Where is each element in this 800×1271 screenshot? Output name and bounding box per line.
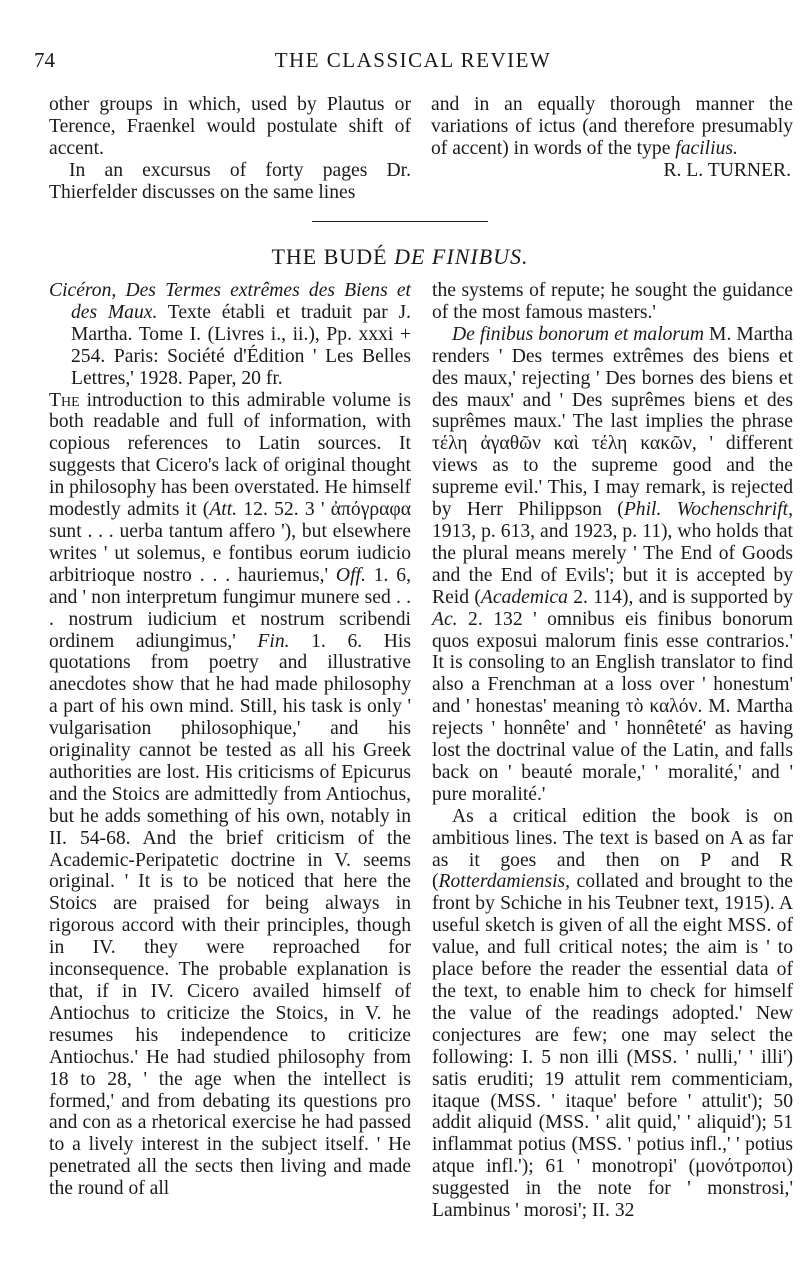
signature-initials: R. L. T bbox=[663, 159, 720, 181]
italic-term: facilius. bbox=[675, 137, 738, 159]
italic-ref: Rotterdamiensis, bbox=[438, 871, 571, 893]
text-run: 1913, p. 613, and 1923, p. 11), who holds that the plural means merely ' The End of Goods and the End of Evils'; but it is accepted by Reid ( bbox=[432, 520, 793, 608]
previous-review-paragraph bbox=[431, 94, 793, 160]
previous-review-paragraph: In an excursus of forty pages Dr. Thierfelder discusses on the same lines bbox=[49, 159, 411, 203]
text-run: 1. 6, and ' non interpretum fungimur munere sed . . . nostrum iudicium et nostrum scribendi ordinem adiungimus,' bbox=[49, 564, 411, 652]
book-citation bbox=[49, 280, 411, 390]
body-paragraph bbox=[49, 390, 411, 1201]
text-run: introduction to this admirable volume is both readable and full of information, with copious references to Latin sources. It suggests that Cicero's lack of original thought in philosophy has been overstated. He himself modestly admits it ( bbox=[49, 389, 411, 521]
running-header bbox=[34, 48, 792, 88]
italic-ref: Phil. Wochenschrift, bbox=[623, 499, 793, 521]
italic-ref: Att. bbox=[209, 499, 238, 521]
italic-ref: De finibus bonorum et malorum bbox=[452, 323, 705, 345]
italic-ref: Fin. bbox=[257, 630, 290, 652]
body-paragraph bbox=[432, 806, 793, 1222]
title-text: THE BUDÉ bbox=[271, 244, 395, 269]
page-number: 74 bbox=[34, 48, 55, 72]
previous-review-left-column bbox=[49, 94, 411, 204]
text-run: 2. 114), and is supported by bbox=[567, 586, 793, 608]
title-italic: DE FINIBUS. bbox=[394, 244, 529, 269]
body-paragraph bbox=[432, 324, 793, 806]
book-title: Cicéron, Des Termes extrêmes des Biens et des Maux. bbox=[49, 280, 411, 323]
previous-review-right-column bbox=[431, 94, 793, 182]
text-run: M. Martha renders ' Des termes extrêmes des biens et des maux,' rejecting ' Des bornes des biens et des maux' and ' Des suprêmes biens et des suprêmes maux.' The last implies the phrase τέλη ἀγαθῶν καὶ τέλη κακῶν, ' different views as to the supreme good and the supreme evil.' This, I may remark, is rejected by Herr Philippson ( bbox=[432, 323, 793, 521]
signature-surname: URNER. bbox=[719, 159, 791, 181]
text-run: 2. 132 ' omnibus eis finibus bonorum quos exposui malorum finis esse contrarios.' It is consoling to an English translator to find also a Frenchman at a loss over ' honestum' and ' honestas' meaning τὸ καλόν. M. Martha rejects ' honnête' and ' honnêteté' as having lost the doctrinal value of the Latin, and falls back on ' beauté morale,' ' moralité,' and ' pure moralité.' bbox=[432, 608, 793, 805]
book-details: Texte établi et traduit par J. Martha. Tome I. (Livres i., ii.), Pp. xxxi + 254. Paris: Société d'Édition ' Les Belles Lettres,' 1928. Paper, 20 fr. bbox=[71, 301, 412, 389]
reviewer-signature bbox=[431, 160, 793, 182]
previous-review-paragraph: other groups in which, used by Plautus or Terence, Fraenkel would postulate shift of accent. bbox=[49, 94, 411, 159]
italic-ref: Ac. bbox=[432, 608, 458, 630]
text-run: and in an equally thorough manner the variations of ictus (and therefore presumably of accent) in words of the type bbox=[431, 94, 793, 159]
italic-ref: Academica bbox=[480, 586, 568, 608]
body-paragraph: the systems of repute; he sought the guidance of the most famous masters.' bbox=[432, 280, 793, 323]
section-divider bbox=[312, 221, 488, 222]
running-title: THE CLASSICAL REVIEW bbox=[274, 48, 552, 72]
text-run: 1. 6. His quotations from poetry and illustrative anecdotes show that he had made philosophy a part of his own mind. Still, his task is only ' vulgarisation philosophique,' and his originality cannot be tested as all his Greek authorities are lost. His criticisms of Epicurus and the Stoics are admittedly from Antiochus, but he adds something of his own, notably in II. 54-68. And the brief criticism of the Academic-Peripatetic doctrine in V. seems original. ' It is to be noticed that here the Stoics are praised for being always in rigorous accord with their principles, though in IV. they were reproached for inconsequence. The probable explanation is that, if in IV. Cicero availed himself of Antiochus to criticize the Stoics, in V. he resumes his independence to criticize Antiochus.' He had studied philosophy from 18 to 28, ' the age when the intellect is formed,' and from debating its questions pro and con as a rhetorical exercise he had passed to a lively interest in the subject itself. ' He penetrated all the sects then living and made the round of all bbox=[49, 630, 411, 1200]
text-run: 12. 52. 3 ' ἀπόγραφα sunt . . . uerba tantum affero '), but elsewhere writes ' ut solemus, e fontibus eorum iudicio arbitrioque nostro . . . hauriemus,' bbox=[49, 499, 411, 586]
text-run: As a critical edition the book is on ambitious lines. The text is based on A as far as it goes and then on P and R ( bbox=[432, 805, 793, 893]
text-run: collated and brought to the front by Schiche in his Teubner text, 1915). A useful sketch is given of all the eight MSS. of value, and full critical notes; the aim is ' to place before the reader the essential data of the text, to enable him to check for himself the value of the readings adopted.' New conjectures are few; one may select the following: I. 5 non illi (MSS. ' nulli,' ' illi') satis eruditi; 19 attulit rem commenticiam, itaque (MSS. ' itaque' before ' attulit'); 50 addit aliquid (MSS. ' alit quid,' ' aliquid'); 51 inflammat potius (MSS. ' potius infl.,' ' potius atque infl.'); 61 ' monotropi' (μονότροποι) suggested in the note for ' monstrosi,' Lambinus ' morosi'; II. 32 bbox=[432, 871, 793, 1222]
article-left-column bbox=[49, 280, 411, 1200]
italic-ref: Off. bbox=[335, 564, 366, 586]
article-right-column bbox=[432, 280, 793, 1222]
article-title bbox=[0, 244, 800, 270]
opening-word: The bbox=[49, 389, 80, 411]
